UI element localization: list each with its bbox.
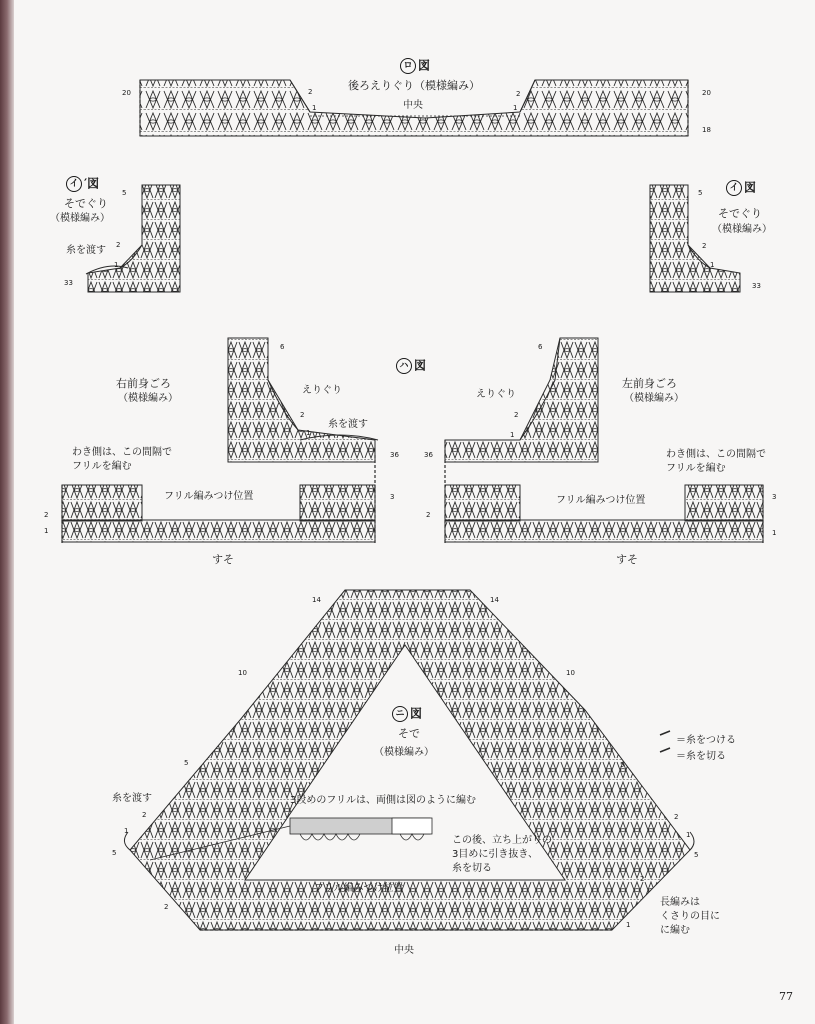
left-row-3: 3	[772, 493, 777, 501]
sleeve-row-10-right: 10	[566, 669, 575, 677]
right-row-2b: 2	[44, 511, 49, 519]
sleeve-row-5-left-2: 5	[112, 849, 117, 857]
left-row-1b: 1	[772, 529, 777, 537]
left-row-36: 36	[424, 451, 433, 459]
chart-i-row-5: 5	[698, 189, 703, 197]
chart-ro-mark-2-left: 2	[308, 88, 313, 96]
chart-i-prime-title: ′図	[84, 176, 100, 191]
chart-i-row-2: 2	[702, 242, 707, 250]
chart-ro-badge: ロ	[400, 58, 416, 74]
chart-i-row-1: 1	[710, 261, 715, 269]
chart-i-prime-heading	[66, 176, 99, 192]
chart-ro-heading	[400, 58, 430, 74]
chart-ro-subtitle: 後ろえりぐり（模様編み）	[348, 79, 480, 92]
chart-ha-heading	[396, 358, 426, 374]
chart-ro-row-20-left: 20	[122, 89, 131, 97]
sleeve-row-5-right: 5	[620, 761, 625, 769]
sleeve-row-1-right: 1	[686, 831, 691, 839]
left-side-note-1: わき側は、この間隔で	[666, 449, 766, 460]
sleeve-row-2-left: 2	[142, 811, 147, 819]
sleeve-row-2-left-2: 2	[164, 903, 169, 911]
right-neckline-label: えりぐり	[302, 385, 342, 396]
right-row-2: 2	[300, 411, 305, 419]
chart-i-badge: イ	[726, 180, 742, 196]
sleeve-row-1-right-2: 1	[626, 921, 631, 929]
chart-i-heading	[726, 180, 756, 196]
sleeve-row-2-right-2: 2	[640, 875, 645, 883]
left-front-title: 左前身ごろ	[622, 377, 677, 390]
sleeve-center: 中央	[394, 945, 414, 956]
legend-cut-yarn: ＝糸を切る	[676, 751, 726, 762]
legend-attach-yarn: ＝糸をつける	[676, 735, 736, 746]
sleeve-yarn-label: 糸を渡す	[112, 793, 152, 804]
chart-ni-title: 図	[410, 706, 423, 721]
sleeve-row-14-right: 14	[490, 596, 499, 604]
right-side-note-1: わき側は、この間隔で	[72, 447, 172, 458]
chart-ha-badge: ハ	[396, 358, 412, 374]
chart-ni-pattern: （模様編み）	[374, 747, 434, 758]
chart-ha-title: 図	[414, 358, 427, 373]
chart-ro-center: 中央	[403, 100, 423, 111]
sleeve-frill-position: フリル編みつけ位置	[314, 883, 404, 894]
left-row-1: 1	[510, 431, 515, 439]
chart-ro-title: 図	[418, 58, 431, 73]
chart-i-pattern: （模様編み）	[712, 224, 772, 235]
right-row-36: 36	[390, 451, 399, 459]
chart-ro-mark-1-left: 1	[312, 104, 317, 112]
chart-ro-row-18-right: 18	[702, 126, 711, 134]
chart-ro-mark-1-right: 1	[513, 104, 518, 112]
after-note-3: 糸を切る	[452, 863, 492, 874]
chart-i-prime-row-2: 2	[116, 241, 121, 249]
left-neckline-label: えりぐり	[476, 389, 516, 400]
chart-i-title: 図	[744, 180, 757, 195]
after-note-2: 3目めに引き抜き、	[452, 849, 538, 860]
chart-i-prime-row-1: 1	[114, 261, 119, 269]
frill-row3-note: 3段めのフリルは、両側は図のように編む	[290, 795, 476, 806]
right-row-6: 6	[280, 343, 285, 351]
dc-note-2: くさりの目に	[660, 911, 720, 922]
chart-i-graphic	[650, 185, 740, 292]
right-yarn-label: 糸を渡す	[328, 419, 368, 430]
chart-ha-right-graphic	[62, 338, 378, 545]
right-row-3: 3	[390, 493, 395, 501]
left-row-2: 2	[514, 411, 519, 419]
left-row-6: 6	[538, 343, 543, 351]
right-front-title: 右前身ごろ	[116, 377, 171, 390]
chart-i-prime-yarn: 糸を渡す	[66, 245, 106, 256]
chart-i-prime-subtitle: そでぐり	[64, 197, 108, 210]
chart-ni-heading	[392, 706, 422, 722]
chart-i-prime-badge: イ	[66, 176, 82, 192]
chart-i-subtitle: そでぐり	[718, 207, 762, 220]
chart-i-row-33: 33	[752, 282, 761, 290]
chart-ni-graphic	[124, 590, 694, 930]
chart-ro-row-20-right: 20	[702, 89, 711, 97]
sleeve-row-14-left: 14	[312, 596, 321, 604]
chart-ni-subtitle: そで	[398, 727, 420, 740]
sleeve-row-5-left: 5	[184, 759, 189, 767]
left-side-note-2: フリルを編む	[666, 463, 726, 474]
left-frill-position: フリル編みつけ位置	[556, 495, 646, 506]
sleeve-row-2-right: 2	[674, 813, 679, 821]
left-hem-label: すそ	[616, 553, 638, 566]
sleeve-row-5-right-2: 5	[694, 851, 699, 859]
left-front-pattern: （模様編み）	[624, 393, 684, 404]
left-row-2b: 2	[426, 511, 431, 519]
chart-ha-left-graphic	[445, 338, 763, 545]
right-row-1: 1	[306, 429, 311, 437]
dc-note-3: に編む	[660, 925, 690, 936]
chart-ni-badge: ニ	[392, 706, 408, 722]
dc-note-1: 長編みは	[660, 897, 700, 908]
chart-i-prime-row-33: 33	[64, 279, 73, 287]
right-frill-position: フリル編みつけ位置	[164, 491, 254, 502]
sleeve-row-10-left: 10	[238, 669, 247, 677]
sleeve-row-1-left: 1	[124, 827, 129, 835]
right-side-note-2: フリルを編む	[72, 461, 132, 472]
right-row-1b: 1	[44, 527, 49, 535]
chart-ro-mark-2-right: 2	[516, 90, 521, 98]
after-note-1: この後、立ち上がりの	[452, 835, 552, 846]
right-front-pattern: （模様編み）	[118, 393, 178, 404]
chart-i-prime-row-5: 5	[122, 189, 127, 197]
right-hem-label: すそ	[212, 553, 234, 566]
chart-i-prime-pattern: （模様編み）	[50, 213, 110, 224]
page-number: 77	[779, 990, 793, 1003]
